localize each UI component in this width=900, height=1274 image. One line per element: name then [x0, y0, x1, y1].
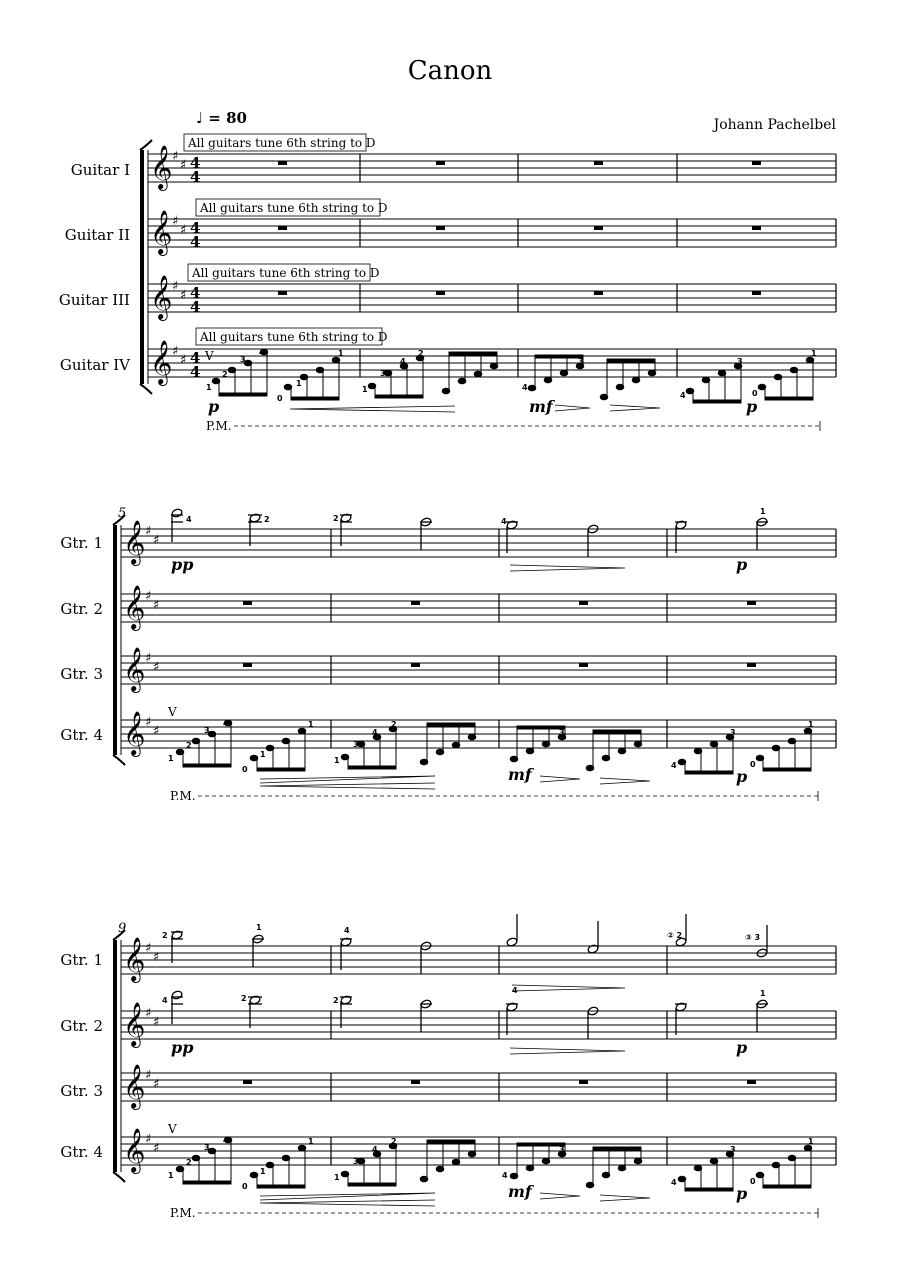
svg-text:♯: ♯ — [145, 715, 152, 730]
svg-text:4: 4 — [259, 348, 265, 357]
svg-text:3: 3 — [730, 728, 736, 737]
svg-text:3: 3 — [559, 1145, 565, 1154]
svg-text:4: 4 — [190, 154, 201, 172]
hairpins — [260, 776, 650, 789]
dynamic-marking: mf — [508, 765, 532, 784]
svg-text:2: 2 — [391, 1137, 397, 1146]
svg-text:𝄞: 𝄞 — [123, 520, 146, 564]
staff-guitar-2 — [148, 219, 836, 247]
svg-text:4: 4 — [522, 383, 528, 392]
system-1 — [59, 134, 836, 433]
palm-mute-label: P.M. — [206, 419, 232, 433]
svg-text:𝄞: 𝄞 — [123, 711, 146, 755]
svg-text:2: 2 — [162, 931, 168, 940]
svg-text:2: 2 — [333, 996, 339, 1005]
svg-text:4: 4 — [190, 233, 201, 251]
svg-text:4: 4 — [190, 349, 201, 367]
svg-text:All guitars tune 6th string to: All guitars tune 6th string to D — [192, 266, 380, 280]
staff-guitar-3 — [148, 284, 836, 312]
svg-text:3: 3 — [737, 357, 743, 366]
staff-guitar-1 — [148, 154, 836, 182]
svg-text:𝄞: 𝄞 — [150, 145, 173, 189]
instrument-label: Guitar IV — [59, 356, 130, 374]
svg-text:All guitars tune 6th string to: All guitars tune 6th string to D — [200, 201, 388, 215]
svg-text:3: 3 — [353, 740, 359, 749]
clefs — [123, 520, 145, 757]
svg-text:1: 1 — [338, 349, 344, 358]
svg-text:𝄞: 𝄞 — [123, 1128, 146, 1172]
svg-text:♯: ♯ — [145, 589, 152, 604]
svg-text:1: 1 — [811, 349, 817, 358]
svg-text:♯: ♯ — [180, 353, 187, 368]
staff-lines — [121, 529, 836, 748]
svg-text:1: 1 — [362, 385, 368, 394]
svg-text:1: 1 — [260, 1167, 266, 1176]
svg-text:1: 1 — [308, 1137, 314, 1146]
dynamic-marking: p — [736, 767, 748, 786]
svg-text:♯: ♯ — [153, 1141, 160, 1156]
dynamic-marking: p — [736, 1038, 748, 1057]
svg-text:♯: ♯ — [180, 158, 187, 173]
svg-text:② 2: ② 2 — [667, 931, 683, 940]
arpeggio-group — [176, 720, 812, 774]
svg-text:4: 4 — [190, 168, 201, 186]
svg-text:3: 3 — [204, 726, 210, 735]
hairpins — [260, 1193, 650, 1206]
svg-text:4: 4 — [501, 517, 507, 526]
composer-name: Johann Pachelbel — [713, 117, 836, 133]
svg-text:4: 4 — [223, 719, 229, 728]
staff-lines — [121, 946, 836, 1165]
svg-text:1: 1 — [808, 720, 814, 729]
svg-text:𝄞: 𝄞 — [150, 275, 173, 319]
svg-text:4: 4 — [372, 1145, 378, 1154]
barlines — [360, 154, 836, 377]
fingerings — [162, 986, 766, 1005]
svg-text:♯: ♯ — [172, 279, 179, 294]
svg-text:2: 2 — [391, 720, 397, 729]
measure-number: 9 — [118, 921, 127, 936]
svg-text:1: 1 — [808, 1137, 814, 1146]
svg-text:3: 3 — [204, 1143, 210, 1152]
svg-text:1: 1 — [308, 720, 314, 729]
instrument-label: Guitar III — [58, 291, 130, 309]
svg-text:4: 4 — [344, 926, 350, 935]
svg-text:3: 3 — [240, 355, 246, 364]
svg-text:3: 3 — [353, 1157, 359, 1166]
svg-text:♯: ♯ — [145, 1068, 152, 1083]
clefs — [123, 937, 145, 1174]
tuning-instruction — [196, 199, 388, 216]
key-signatures — [145, 941, 159, 1156]
dynamic-marking: p — [736, 555, 748, 574]
decrescendo-hairpin — [510, 1048, 625, 1054]
svg-text:2: 2 — [418, 349, 424, 358]
svg-text:♯: ♯ — [145, 1132, 152, 1147]
svg-text:4: 4 — [512, 986, 518, 995]
svg-text:♯: ♯ — [145, 941, 152, 956]
instrument-label: Guitar II — [64, 226, 130, 244]
tempo-marking: ♩ = 80 — [196, 109, 247, 127]
svg-text:0: 0 — [750, 760, 756, 769]
svg-text:2: 2 — [241, 994, 247, 1003]
svg-text:4: 4 — [400, 357, 406, 366]
svg-text:♯: ♯ — [145, 651, 152, 666]
score-title: Canon — [407, 56, 493, 86]
tuning-instruction — [196, 328, 388, 345]
svg-text:4: 4 — [502, 1171, 508, 1180]
svg-text:4: 4 — [190, 284, 201, 302]
svg-text:0: 0 — [277, 394, 283, 403]
decrescendo-hairpin — [512, 985, 625, 991]
svg-text:4: 4 — [190, 298, 201, 316]
instrument-label: Gtr. 1 — [60, 534, 103, 552]
tuning-instruction — [184, 134, 376, 151]
dynamic-marking: p — [746, 397, 758, 416]
svg-text:1: 1 — [334, 1173, 340, 1182]
svg-text:♯: ♯ — [153, 533, 160, 548]
up-bow-mark: V — [205, 349, 214, 363]
svg-text:1: 1 — [256, 923, 262, 932]
up-bow-mark: V — [168, 1122, 177, 1136]
palm-mute-label: P.M. — [170, 789, 196, 803]
svg-text:4: 4 — [186, 515, 192, 524]
svg-text:𝄞: 𝄞 — [123, 585, 146, 629]
svg-text:𝄞: 𝄞 — [123, 937, 146, 981]
svg-text:4: 4 — [671, 761, 677, 770]
system-3 — [60, 914, 836, 1220]
measure-number: 5 — [118, 506, 127, 521]
svg-text:1: 1 — [168, 1171, 174, 1180]
svg-text:4: 4 — [680, 391, 686, 400]
svg-text:2: 2 — [264, 515, 270, 524]
svg-text:2: 2 — [186, 741, 192, 750]
instrument-label: Guitar I — [70, 161, 130, 179]
instrument-label: Gtr. 2 — [60, 1017, 103, 1035]
barlines — [331, 529, 836, 748]
system-2 — [60, 506, 836, 803]
svg-text:1: 1 — [168, 754, 174, 763]
svg-text:0: 0 — [242, 765, 248, 774]
svg-text:4: 4 — [162, 996, 168, 1005]
svg-text:♯: ♯ — [180, 288, 187, 303]
svg-text:1: 1 — [334, 756, 340, 765]
svg-text:3: 3 — [380, 369, 386, 378]
fingerings — [162, 923, 760, 942]
instrument-label: Gtr. 2 — [60, 600, 103, 618]
svg-text:𝄞: 𝄞 — [150, 340, 173, 384]
instrument-label: Gtr. 4 — [60, 1143, 103, 1161]
svg-text:All guitars tune 6th string to: All guitars tune 6th string to D — [188, 136, 376, 150]
dynamic-marking: mf — [529, 397, 553, 416]
dynamic-marking: pp — [171, 1038, 194, 1057]
svg-text:4: 4 — [671, 1178, 677, 1187]
svg-text:𝄞: 𝄞 — [123, 1002, 146, 1046]
svg-text:♯: ♯ — [172, 344, 179, 359]
svg-text:1: 1 — [206, 383, 212, 392]
svg-text:1: 1 — [296, 379, 302, 388]
svg-text:3: 3 — [578, 357, 584, 366]
svg-text:2: 2 — [222, 370, 228, 379]
svg-text:♯: ♯ — [180, 223, 187, 238]
tuning-instruction — [188, 264, 380, 281]
instrument-label: Gtr. 3 — [60, 665, 103, 683]
clefs — [150, 145, 172, 386]
svg-text:♯: ♯ — [172, 149, 179, 164]
svg-text:♯: ♯ — [145, 1006, 152, 1021]
key-signatures — [145, 524, 159, 739]
fingerings — [186, 507, 766, 526]
hairpins — [290, 405, 660, 412]
instrument-label: Gtr. 1 — [60, 951, 103, 969]
dynamic-marking: mf — [508, 1182, 532, 1201]
svg-text:♯: ♯ — [153, 1015, 160, 1030]
palm-mute-label: P.M. — [170, 1206, 196, 1220]
svg-text:1: 1 — [760, 989, 766, 998]
svg-text:4: 4 — [223, 1136, 229, 1145]
arpeggio-group — [212, 349, 814, 403]
dynamic-marking: pp — [171, 555, 194, 574]
svg-text:3: 3 — [730, 1145, 736, 1154]
svg-text:③ 3: ③ 3 — [745, 933, 761, 942]
svg-text:♯: ♯ — [172, 214, 179, 229]
arpeggio-group — [176, 1137, 812, 1191]
svg-text:1: 1 — [760, 507, 766, 516]
svg-text:𝄞: 𝄞 — [123, 647, 146, 691]
instrument-label: Gtr. 3 — [60, 1082, 103, 1100]
svg-text:♯: ♯ — [153, 724, 160, 739]
svg-text:0: 0 — [242, 1182, 248, 1191]
dynamic-marking: p — [736, 1184, 748, 1203]
svg-text:♯: ♯ — [153, 950, 160, 965]
instrument-label: Gtr. 4 — [60, 726, 103, 744]
svg-text:0: 0 — [750, 1177, 756, 1186]
decrescendo-hairpin — [510, 565, 625, 571]
svg-text:𝄞: 𝄞 — [123, 1064, 146, 1108]
svg-text:4: 4 — [372, 728, 378, 737]
svg-text:♯: ♯ — [153, 660, 160, 675]
svg-text:𝄞: 𝄞 — [150, 210, 173, 254]
barlines — [331, 946, 836, 1165]
svg-text:♯: ♯ — [145, 524, 152, 539]
svg-text:0: 0 — [752, 389, 758, 398]
svg-text:4: 4 — [190, 219, 201, 237]
svg-text:♯: ♯ — [153, 1077, 160, 1092]
svg-text:2: 2 — [333, 514, 339, 523]
svg-text:3: 3 — [559, 728, 565, 737]
dynamic-marking: p — [208, 397, 220, 416]
svg-text:2: 2 — [186, 1158, 192, 1167]
up-bow-mark: V — [168, 705, 177, 719]
svg-text:4: 4 — [190, 363, 201, 381]
svg-text:1: 1 — [260, 750, 266, 759]
svg-text:♯: ♯ — [153, 598, 160, 613]
svg-text:All guitars tune 6th string to: All guitars tune 6th string to D — [200, 330, 388, 344]
